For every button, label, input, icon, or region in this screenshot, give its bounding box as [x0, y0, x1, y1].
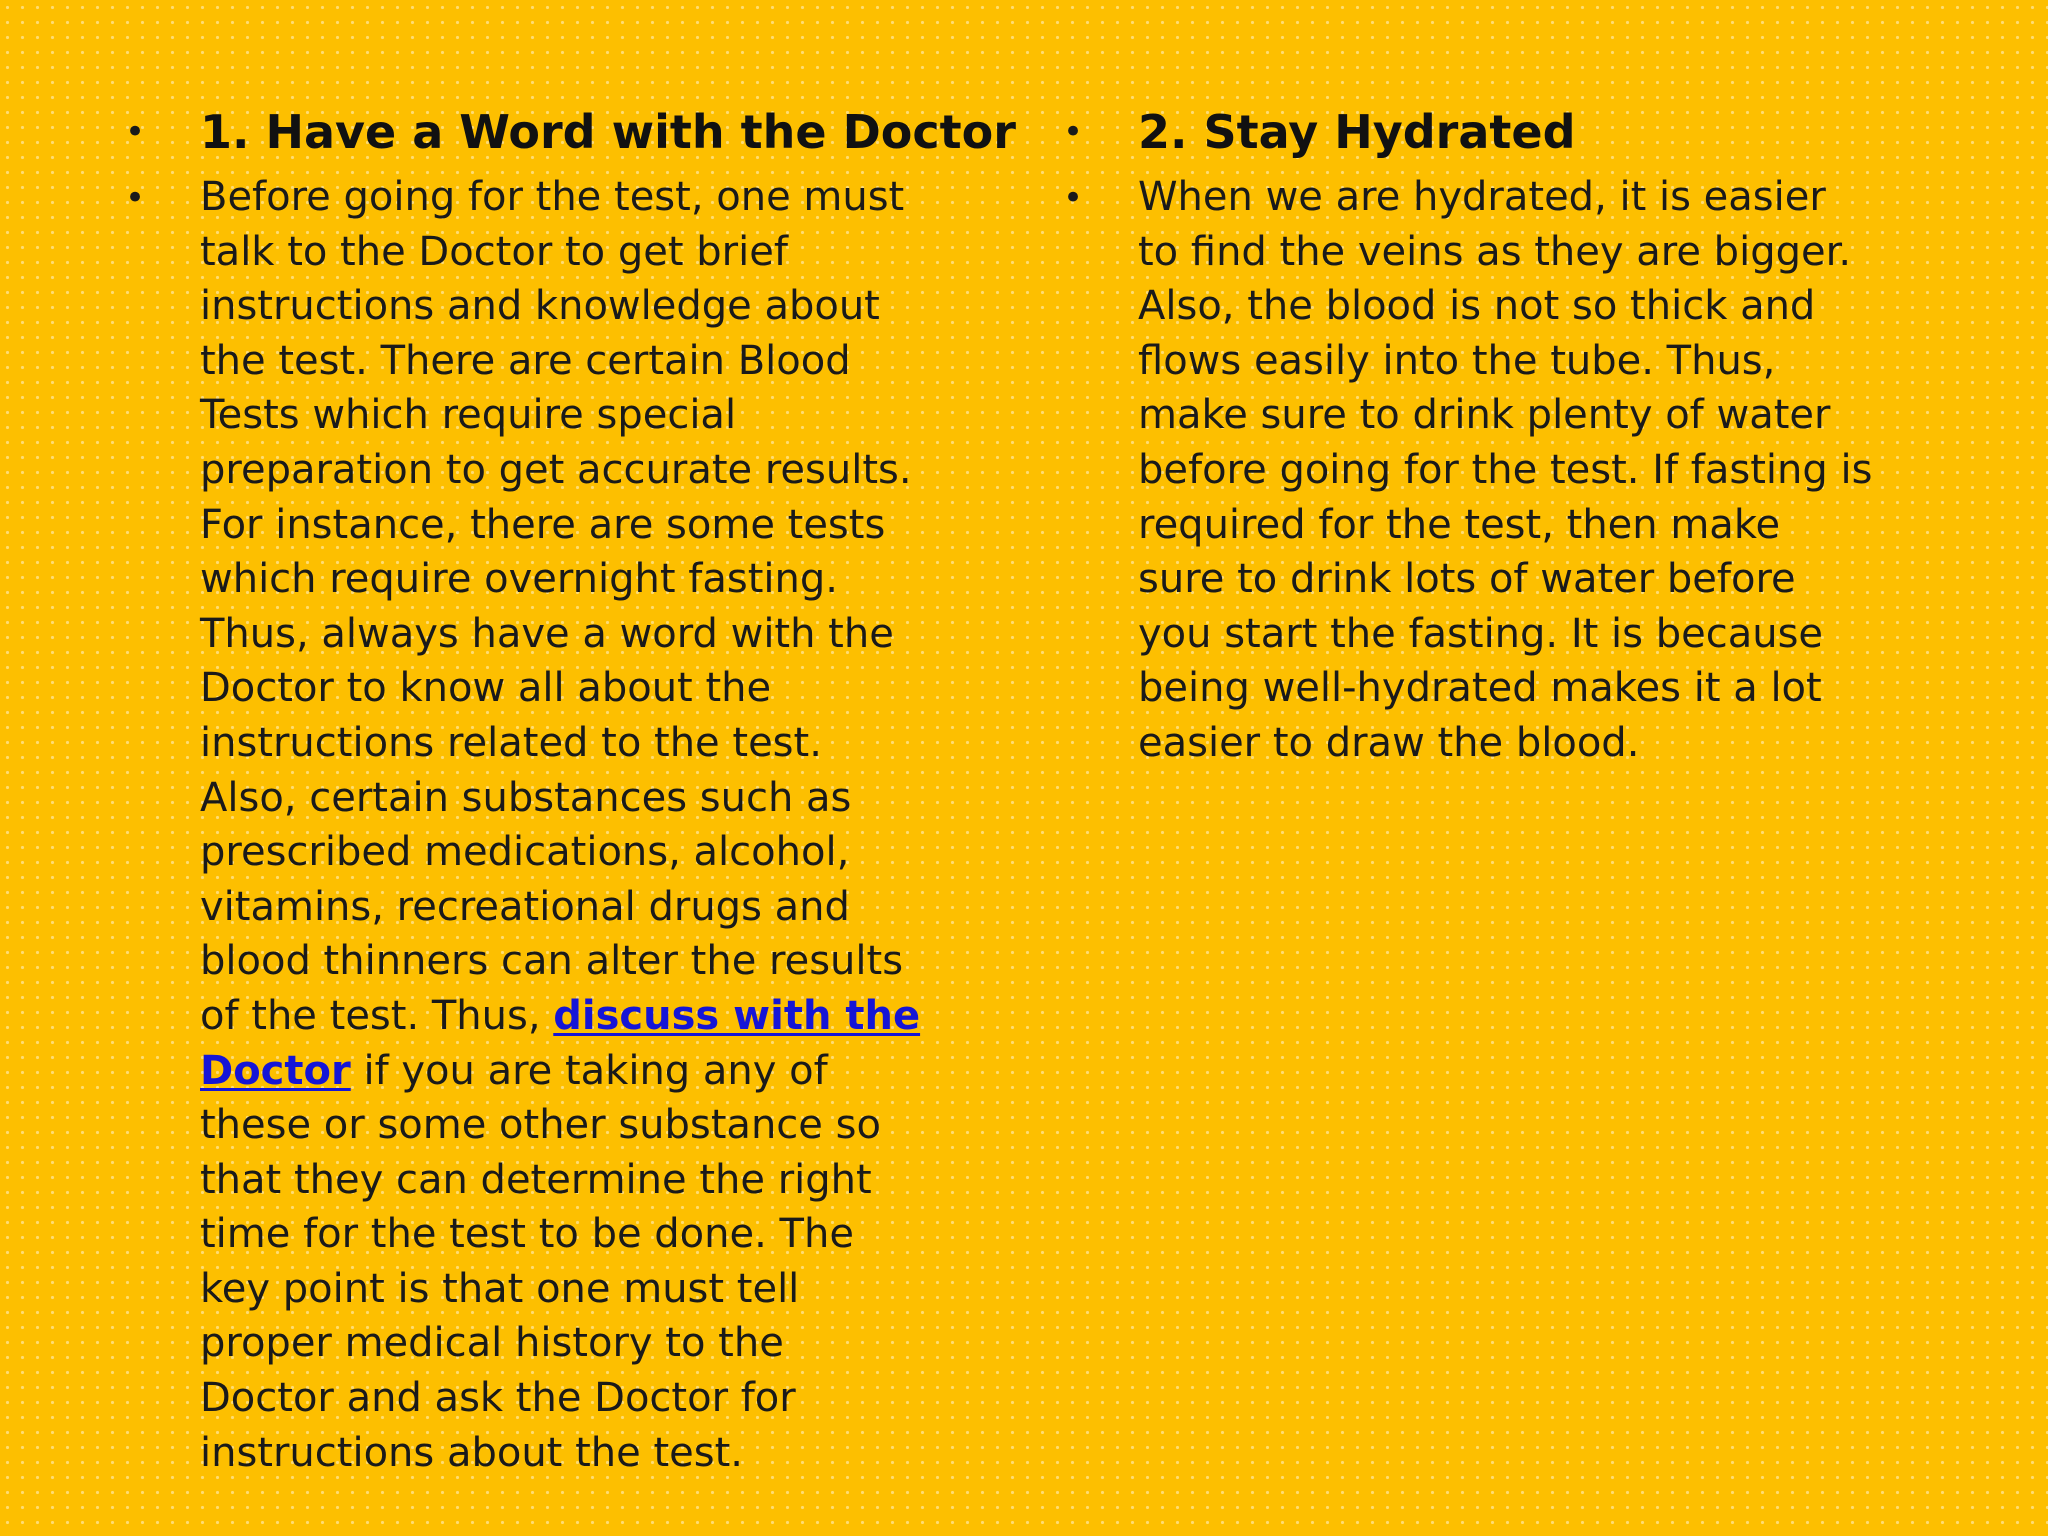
text-line: vitamins, recreational drugs and: [200, 883, 850, 930]
link-suffix-text: if you are taking any of: [350, 1047, 828, 1094]
text-line: easier to draw the blood.: [1138, 719, 1640, 766]
text-line-with-link: [200, 989, 1000, 1044]
text-line: flows easily into the tube. Thus,: [1138, 337, 1776, 384]
text-line: Also, the blood is not so thick and: [1138, 283, 1816, 330]
text-line: to find the veins as they are bigger.: [1138, 228, 1852, 275]
bullet-icon: •: [125, 112, 146, 152]
text-line: proper medical history to the: [200, 1320, 784, 1367]
text-line: When we are hydrated, it is easier: [1138, 174, 1826, 220]
right-heading: 2. Stay Hydrated: [1138, 105, 1576, 159]
right-body-row: [1058, 170, 1958, 771]
right-body-text: [1138, 170, 1958, 771]
text-line: For instance, there are some tests: [200, 501, 886, 548]
text-line: time for the test to be done. The: [200, 1211, 854, 1258]
text-line: Doctor to know all about the: [200, 665, 772, 712]
text-line: key point is that one must tell: [200, 1265, 800, 1312]
text-line: these or some other substance so: [200, 1102, 881, 1149]
right-heading-row: [1058, 104, 1958, 160]
text-line-with-link: [200, 1044, 1000, 1099]
text-line: before going for the test. If fasting is: [1138, 446, 1873, 493]
left-heading: 1. Have a Word with the Doctor: [200, 105, 1016, 159]
text-line: instructions related to the test.: [200, 719, 822, 766]
text-line: blood thinners can alter the results: [200, 938, 904, 985]
text-line: Thus, always have a word with the: [200, 610, 894, 657]
text-line: Before going for the test, one must: [200, 174, 905, 220]
text-line: preparation to get accurate results.: [200, 446, 912, 493]
text-line: that they can determine the right: [200, 1156, 872, 1203]
text-line: you start the fasting. It is because: [1138, 610, 1824, 657]
text-line: Also, certain substances such as: [200, 774, 852, 821]
text-line: Doctor and ask the Doctor for: [200, 1375, 796, 1422]
text-line: which require overnight fasting.: [200, 556, 838, 603]
text-line: instructions and knowledge about: [200, 283, 880, 330]
text-line: Tests which require special: [200, 392, 737, 439]
discuss-with-doctor-link[interactable]: discuss with the: [553, 992, 921, 1039]
text-line: prescribed medications, alcohol,: [200, 829, 850, 876]
right-column: [1058, 104, 1958, 771]
bullet-icon: •: [1063, 112, 1084, 152]
text-line: being well-hydrated makes it a lot: [1138, 665, 1822, 712]
text-line: talk to the Doctor to get brief: [200, 228, 788, 275]
text-line: the test. There are certain Blood: [200, 337, 851, 384]
left-column: [120, 104, 1016, 1480]
text-line: instructions about the test.: [200, 1429, 743, 1476]
text-line: sure to drink lots of water before: [1138, 556, 1796, 603]
discuss-with-doctor-link-continued[interactable]: Doctor: [200, 1047, 351, 1094]
left-body-text: [200, 170, 1000, 1480]
text-line: make sure to drink plenty of water: [1138, 392, 1831, 439]
text-line: required for the test, then make: [1138, 501, 1781, 548]
bullet-icon: •: [125, 178, 146, 218]
link-prefix-text: of the test. Thus,: [200, 992, 554, 1039]
left-heading-row: [120, 104, 1016, 160]
bullet-icon: •: [1063, 178, 1084, 218]
left-body-row: [120, 170, 1000, 1480]
